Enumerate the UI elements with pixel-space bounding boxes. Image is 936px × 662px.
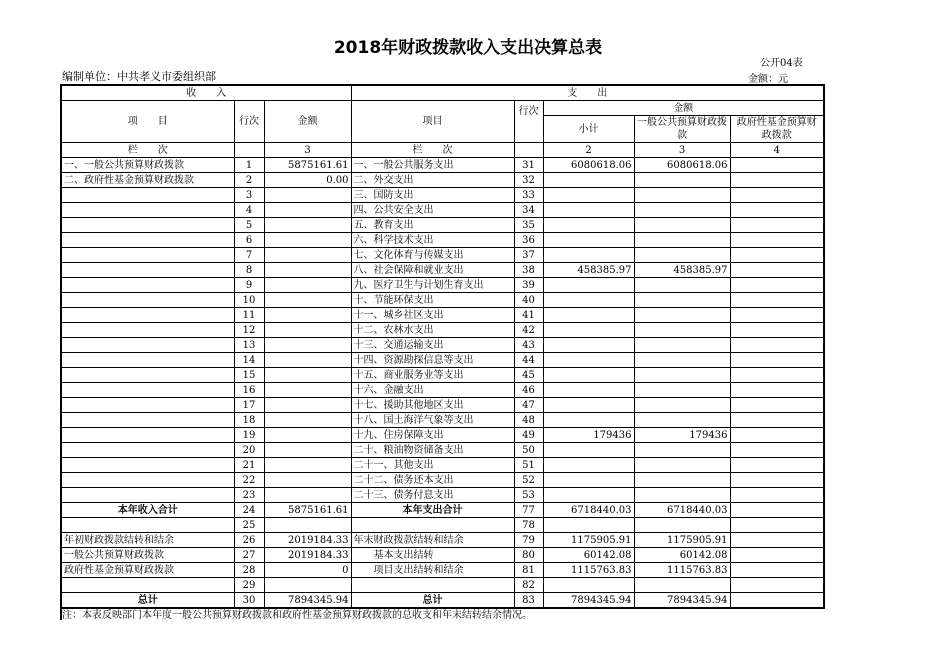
income-item — [61, 338, 234, 353]
general-amount — [634, 188, 730, 203]
empty-cell — [730, 518, 824, 533]
row-no: 51 — [514, 458, 543, 473]
income-item: 一般公共预算财政拨款 — [61, 548, 234, 563]
row-no: 14 — [234, 353, 264, 368]
income-item — [61, 233, 234, 248]
subtotal-amount — [543, 488, 634, 503]
row-no: 79 — [514, 533, 543, 548]
table-row — [61, 413, 824, 428]
general-amount — [634, 413, 730, 428]
row-no: 20 — [234, 443, 264, 458]
table-row — [61, 173, 824, 188]
empty-cell — [264, 518, 351, 533]
income-item — [61, 413, 234, 428]
subtotal-amount — [543, 383, 634, 398]
col-general-budget: 一般公共预算财政拨款 — [634, 116, 730, 143]
income-item — [61, 293, 234, 308]
row-no: 26 — [234, 533, 264, 548]
subtotal-amount: 6080618.06 — [543, 158, 634, 173]
empty-cell — [61, 578, 234, 593]
expense-item: 十八、国土海洋气象等支出 — [351, 413, 514, 428]
gov-fund-amount — [730, 368, 824, 383]
income-item — [61, 263, 234, 278]
row-no: 39 — [514, 278, 543, 293]
income-amount: 0 — [264, 563, 351, 578]
row-no: 15 — [234, 368, 264, 383]
table-row — [61, 473, 824, 488]
table-row — [61, 338, 824, 353]
expense-item: 十三、交通运输支出 — [351, 338, 514, 353]
col-item: 项 目 — [61, 101, 234, 143]
general-amount: 458385.97 — [634, 263, 730, 278]
income-amount — [264, 248, 351, 263]
income-amount — [264, 383, 351, 398]
subtotal-amount: 60142.08 — [543, 548, 634, 563]
income-item — [61, 203, 234, 218]
gov-fund-amount — [730, 188, 824, 203]
row-no: 4 — [234, 203, 264, 218]
row-no: 29 — [234, 578, 264, 593]
row-no: 32 — [514, 173, 543, 188]
carry-row — [61, 563, 824, 578]
expense-grand-total-label: 总计 — [351, 593, 514, 609]
income-amount — [264, 353, 351, 368]
subtotal-amount: 179436 — [543, 428, 634, 443]
gov-fund-amount — [730, 158, 824, 173]
index-amount: 3 — [264, 143, 351, 158]
gov-fund-amount — [730, 353, 824, 368]
subtotal-amount — [543, 413, 634, 428]
carry-row — [61, 548, 824, 563]
table-row — [61, 368, 824, 383]
gov-fund-amount — [730, 173, 824, 188]
income-amount — [264, 413, 351, 428]
index-subtotal: 2 — [543, 143, 634, 158]
row-no: 28 — [234, 563, 264, 578]
income-amount: 0.00 — [264, 173, 351, 188]
row-no: 13 — [234, 338, 264, 353]
row-no: 77 — [514, 503, 543, 518]
general-amount — [634, 233, 730, 248]
empty-cell — [634, 578, 730, 593]
expense-item: 三、国防支出 — [351, 188, 514, 203]
row-no: 48 — [514, 413, 543, 428]
expense-item: 八、社会保障和就业支出 — [351, 263, 514, 278]
subtotal-amount — [543, 353, 634, 368]
gov-fund-amount — [730, 503, 824, 518]
table-row — [61, 398, 824, 413]
expense-item: 四、公共安全支出 — [351, 203, 514, 218]
compiling-unit: 编制单位：中共孝义市委组织部 — [62, 70, 216, 83]
row-no: 34 — [514, 203, 543, 218]
gov-fund-amount — [730, 458, 824, 473]
index-exp-row-no — [514, 143, 543, 158]
income-item — [61, 488, 234, 503]
expense-item: 六、科学技术支出 — [351, 233, 514, 248]
gov-fund-amount — [730, 488, 824, 503]
subtotal-amount — [543, 308, 634, 323]
general-amount — [634, 323, 730, 338]
subtotal-amount — [543, 323, 634, 338]
subtotal-amount: 458385.97 — [543, 263, 634, 278]
subtotal-amount — [543, 398, 634, 413]
carry-row — [61, 533, 824, 548]
row-no: 50 — [514, 443, 543, 458]
row-no: 52 — [514, 473, 543, 488]
row-no: 53 — [514, 488, 543, 503]
table-row — [61, 458, 824, 473]
expense-header: 支 出 — [351, 85, 824, 101]
column-index-row — [61, 143, 824, 158]
income-item — [61, 428, 234, 443]
gov-fund-amount — [730, 428, 824, 443]
general-amount — [634, 473, 730, 488]
empty-cell — [351, 578, 514, 593]
row-no: 44 — [514, 353, 543, 368]
col-gov-fund: 政府性基金预算财政拨款 — [730, 116, 824, 143]
row-no: 37 — [514, 248, 543, 263]
general-amount: 1115763.83 — [634, 563, 730, 578]
row-no: 25 — [234, 518, 264, 533]
income-header: 收 入 — [61, 85, 351, 101]
general-amount — [634, 398, 730, 413]
index-gov-fund: 4 — [730, 143, 824, 158]
income-item — [61, 308, 234, 323]
expense-item: 十二、农林水支出 — [351, 323, 514, 338]
income-amount — [264, 368, 351, 383]
income-item — [61, 368, 234, 383]
empty-cell — [730, 578, 824, 593]
row-no: 1 — [234, 158, 264, 173]
table-row — [61, 308, 824, 323]
expense-item: 二十三、债务付息支出 — [351, 488, 514, 503]
income-amount — [264, 218, 351, 233]
income-amount — [264, 293, 351, 308]
expense-item: 十九、住房保障支出 — [351, 428, 514, 443]
empty-cell — [61, 518, 234, 533]
row-no: 49 — [514, 428, 543, 443]
subtotal-amount: 7894345.94 — [543, 593, 634, 609]
gov-fund-amount — [730, 563, 824, 578]
general-amount: 6080618.06 — [634, 158, 730, 173]
index-general: 3 — [634, 143, 730, 158]
col-exp-amount: 金额 — [543, 101, 824, 116]
income-item — [61, 458, 234, 473]
subtotal-amount — [543, 203, 634, 218]
row-no: 46 — [514, 383, 543, 398]
table-row — [61, 248, 824, 263]
subtotal-amount — [543, 233, 634, 248]
row-no: 38 — [514, 263, 543, 278]
expense-item: 九、医疗卫生与计划生育支出 — [351, 278, 514, 293]
income-item: 一、一般公共预算财政拨款 — [61, 158, 234, 173]
row-no: 33 — [514, 188, 543, 203]
subtotal-amount — [543, 248, 634, 263]
col-exp-row-no: 行次 — [514, 101, 543, 143]
gov-fund-amount — [730, 233, 824, 248]
expense-item: 十五、商业服务业等支出 — [351, 368, 514, 383]
table-row — [61, 278, 824, 293]
form-number: 公开04表 — [760, 58, 803, 69]
expense-item: 十一、城乡社区支出 — [351, 308, 514, 323]
row-no: 12 — [234, 323, 264, 338]
gov-fund-amount — [730, 593, 824, 609]
index-exp-label: 栏 次 — [351, 143, 514, 158]
income-item — [61, 383, 234, 398]
income-amount — [264, 203, 351, 218]
table-row — [61, 218, 824, 233]
gov-fund-amount — [730, 383, 824, 398]
row-no: 41 — [514, 308, 543, 323]
subtotal-amount — [543, 458, 634, 473]
empty-cell — [543, 518, 634, 533]
expense-item: 二十二、债务还本支出 — [351, 473, 514, 488]
expense-item: 七、文化体育与传媒支出 — [351, 248, 514, 263]
income-item: 二、政府性基金预算财政拨款 — [61, 173, 234, 188]
expense-item: 十六、金融支出 — [351, 383, 514, 398]
row-no: 47 — [514, 398, 543, 413]
income-item — [61, 278, 234, 293]
expense-item: 五、教育支出 — [351, 218, 514, 233]
income-amount — [264, 278, 351, 293]
table-row — [61, 158, 824, 173]
gov-fund-amount — [730, 473, 824, 488]
income-item — [61, 323, 234, 338]
row-no: 30 — [234, 593, 264, 609]
expense-item: 二十一、其他支出 — [351, 458, 514, 473]
row-no: 17 — [234, 398, 264, 413]
subtotal-amount — [543, 473, 634, 488]
row-no: 8 — [234, 263, 264, 278]
row-no: 9 — [234, 278, 264, 293]
general-amount — [634, 458, 730, 473]
income-amount — [264, 488, 351, 503]
table-note: 注：本表反映部门本年度一般公共预算财政拨款和政府性基金预算财政拨款的总收支和年末结转结余情况。 — [62, 610, 532, 621]
expense-item: 二、外交支出 — [351, 173, 514, 188]
general-amount — [634, 338, 730, 353]
expense-item: 项目支出结转和结余 — [351, 563, 514, 578]
index-row-no — [234, 143, 264, 158]
subtotal-amount — [543, 218, 634, 233]
income-item — [61, 218, 234, 233]
row-no: 16 — [234, 383, 264, 398]
table-row — [61, 443, 824, 458]
general-amount: 7894345.94 — [634, 593, 730, 609]
table-row — [61, 263, 824, 278]
row-no: 3 — [234, 188, 264, 203]
gov-fund-amount — [730, 533, 824, 548]
gov-fund-amount — [730, 308, 824, 323]
table-row — [61, 203, 824, 218]
table-row — [61, 323, 824, 338]
year-total-row — [61, 503, 824, 518]
income-grand-total-label: 总计 — [61, 593, 234, 609]
row-no: 21 — [234, 458, 264, 473]
income-grand-total-amount: 7894345.94 — [264, 593, 351, 609]
row-no: 18 — [234, 413, 264, 428]
expense-item: 十、节能环保支出 — [351, 293, 514, 308]
income-item: 年初财政拨款结转和结余 — [61, 533, 234, 548]
expense-item: 基本支出结转 — [351, 548, 514, 563]
gov-fund-amount — [730, 263, 824, 278]
income-item — [61, 248, 234, 263]
col-subtotal: 小计 — [543, 116, 634, 143]
income-amount — [264, 443, 351, 458]
empty-cell — [634, 518, 730, 533]
income-amount — [264, 233, 351, 248]
subtotal-amount — [543, 368, 634, 383]
section-header-row — [61, 85, 824, 101]
general-amount: 6718440.03 — [634, 503, 730, 518]
income-amount — [264, 263, 351, 278]
general-amount — [634, 443, 730, 458]
col-amount: 金额 — [264, 101, 351, 143]
gov-fund-amount — [730, 443, 824, 458]
row-no: 82 — [514, 578, 543, 593]
row-no: 6 — [234, 233, 264, 248]
subtotal-amount: 1115763.83 — [543, 563, 634, 578]
income-item — [61, 398, 234, 413]
income-amount: 2019184.33 — [264, 548, 351, 563]
row-no: 40 — [514, 293, 543, 308]
budget-summary-table — [60, 84, 825, 609]
table-row — [61, 488, 824, 503]
general-amount — [634, 353, 730, 368]
row-no: 7 — [234, 248, 264, 263]
gov-fund-amount — [730, 338, 824, 353]
general-amount — [634, 278, 730, 293]
general-amount — [634, 368, 730, 383]
row-no: 45 — [514, 368, 543, 383]
table-row — [61, 353, 824, 368]
general-amount — [634, 248, 730, 263]
general-amount: 60142.08 — [634, 548, 730, 563]
gov-fund-amount — [730, 548, 824, 563]
empty-cell — [264, 578, 351, 593]
row-no: 10 — [234, 293, 264, 308]
general-amount — [634, 383, 730, 398]
gov-fund-amount — [730, 398, 824, 413]
general-amount — [634, 203, 730, 218]
gov-fund-amount — [730, 413, 824, 428]
subtotal-amount — [543, 278, 634, 293]
row-no: 83 — [514, 593, 543, 609]
income-item — [61, 473, 234, 488]
col-exp-item: 项目 — [351, 101, 514, 143]
income-amount — [264, 458, 351, 473]
subtotal-amount — [543, 338, 634, 353]
subtotal-amount — [543, 173, 634, 188]
blank-row — [61, 578, 824, 593]
general-amount — [634, 218, 730, 233]
row-no: 24 — [234, 503, 264, 518]
subtotal-amount — [543, 293, 634, 308]
row-no: 27 — [234, 548, 264, 563]
table-row — [61, 383, 824, 398]
column-header-row — [61, 101, 824, 116]
income-amount — [264, 428, 351, 443]
row-no: 2 — [234, 173, 264, 188]
income-item: 政府性基金预算财政拨款 — [61, 563, 234, 578]
gov-fund-amount — [730, 248, 824, 263]
income-amount: 2019184.33 — [264, 533, 351, 548]
income-year-total-label: 本年收入合计 — [61, 503, 234, 518]
expense-item: 十四、资源勘探信息等支出 — [351, 353, 514, 368]
empty-cell — [351, 518, 514, 533]
row-no: 5 — [234, 218, 264, 233]
income-amount — [264, 338, 351, 353]
income-item — [61, 188, 234, 203]
table-row — [61, 233, 824, 248]
gov-fund-amount — [730, 293, 824, 308]
detail-rows — [61, 158, 824, 503]
table-row — [61, 188, 824, 203]
row-no: 43 — [514, 338, 543, 353]
page-title: 2018年财政拨款收入支出决算总表 — [333, 38, 603, 58]
income-amount: 5875161.61 — [264, 158, 351, 173]
table-row — [61, 428, 824, 443]
row-no: 36 — [514, 233, 543, 248]
expense-item: 二十、粮油物资储备支出 — [351, 443, 514, 458]
row-no: 80 — [514, 548, 543, 563]
currency-unit: 金额：元 — [748, 74, 788, 85]
row-no: 31 — [514, 158, 543, 173]
general-amount — [634, 173, 730, 188]
income-item — [61, 353, 234, 368]
general-amount — [634, 308, 730, 323]
subtotal-amount: 1175905.91 — [543, 533, 634, 548]
income-year-total-amount: 5875161.61 — [264, 503, 351, 518]
general-amount — [634, 293, 730, 308]
gov-fund-amount — [730, 323, 824, 338]
gov-fund-amount — [730, 203, 824, 218]
table-row — [61, 293, 824, 308]
row-no: 11 — [234, 308, 264, 323]
expense-item: 年末财政拨款结转和结余 — [351, 533, 514, 548]
row-no: 81 — [514, 563, 543, 578]
row-no: 22 — [234, 473, 264, 488]
expense-item: 一、一般公共服务支出 — [351, 158, 514, 173]
general-amount: 179436 — [634, 428, 730, 443]
subtotal-amount: 6718440.03 — [543, 503, 634, 518]
general-amount: 1175905.91 — [634, 533, 730, 548]
row-no: 35 — [514, 218, 543, 233]
gov-fund-amount — [730, 218, 824, 233]
expense-year-total-label: 本年支出合计 — [351, 503, 514, 518]
col-row-no: 行次 — [234, 101, 264, 143]
index-label: 栏 次 — [61, 143, 234, 158]
gov-fund-amount — [730, 278, 824, 293]
income-amount — [264, 398, 351, 413]
subtotal-amount — [543, 443, 634, 458]
subtotal-amount — [543, 188, 634, 203]
row-no: 42 — [514, 323, 543, 338]
income-amount — [264, 473, 351, 488]
row-no: 23 — [234, 488, 264, 503]
income-item — [61, 443, 234, 458]
blank-row — [61, 518, 824, 533]
income-amount — [264, 323, 351, 338]
row-no: 19 — [234, 428, 264, 443]
income-amount — [264, 188, 351, 203]
empty-cell — [543, 578, 634, 593]
expense-item: 十七、援助其他地区支出 — [351, 398, 514, 413]
income-amount — [264, 308, 351, 323]
row-no: 78 — [514, 518, 543, 533]
general-amount — [634, 488, 730, 503]
